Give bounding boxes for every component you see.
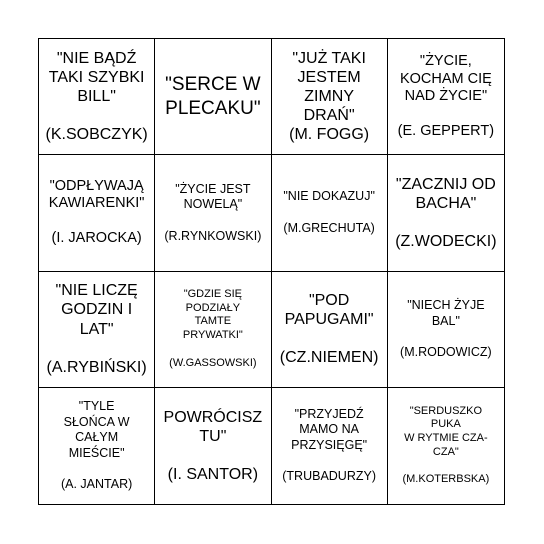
cell-text: "ŻYCIE, KOCHAM CIĘ NAD ŻYCIE" (E. GEPPERT) — [397, 53, 495, 139]
bingo-cell-13[interactable] — [39, 388, 155, 504]
cell-text: POWRÓCISZ TU" (I. SANTOR) — [163, 408, 263, 484]
bingo-cell-2[interactable] — [155, 39, 271, 155]
bingo-cell-1[interactable] — [39, 39, 155, 155]
bingo-cell-5[interactable] — [39, 155, 155, 271]
cell-text: "SERDUSZKO PUKA W RYTMIE CZA- CZA" (M.KOTERBSKA) — [402, 404, 490, 486]
bingo-cell-7[interactable] — [272, 155, 388, 271]
bingo-cell-10[interactable] — [155, 272, 271, 388]
bingo-cell-4[interactable] — [388, 39, 504, 155]
bingo-cell-9[interactable] — [39, 272, 155, 388]
cell-text: "NIE DOKAZUJ" (M.GRECHUTA) — [283, 189, 375, 235]
bingo-cell-8[interactable] — [388, 155, 504, 271]
cell-text: "ŻYCIE JEST NOWELĄ" (R.RYNKOWSKI) — [164, 181, 262, 243]
bingo-cell-16[interactable] — [388, 388, 504, 504]
bingo-cell-12[interactable] — [388, 272, 504, 388]
bingo-cell-14[interactable] — [155, 388, 271, 504]
cell-text: "SERCE W PLECAKU" — [165, 73, 261, 119]
cell-text: "NIE BĄDŹ TAKI SZYBKI BILL" (K.SOBCZYK) — [45, 49, 148, 144]
bingo-cell-6[interactable] — [155, 155, 271, 271]
bingo-board — [38, 38, 505, 505]
cell-text: "TYLE SŁOŃCA W CAŁYM MIEŚCIE" (A. JANTAR) — [60, 399, 133, 492]
cell-text: "NIECH ŻYJE BAL" (M.RODOWICZ) — [400, 297, 492, 359]
cell-text: "PRZYJEDŹ MAMO NA PRZYSIĘGĘ" (TRUBADURZY) — [282, 406, 376, 484]
cell-text: "NIE LICZĘ GODZIN I LAT" (A.RYBIŃSKI) — [46, 282, 147, 376]
bingo-cell-3[interactable] — [272, 39, 388, 155]
cell-text: "ZACZNIJ OD BACHA" (Z.WODECKI) — [395, 175, 497, 251]
bingo-cell-15[interactable] — [272, 388, 388, 504]
cell-text: "JUŻ TAKI JESTEM ZIMNY DRAŃ" (M. FOGG) — [289, 49, 370, 144]
cell-text: "POD PAPUGAMI" (CZ.NIEMEN) — [279, 291, 379, 367]
cell-text: "ODPŁYWAJĄ KAWIARENKI" (I. JAROCKA) — [48, 178, 145, 247]
cell-text: "GDZIE SIĘ PODZIAŁY TAMTE PRYWATKI" (W.GASSOWSKI) — [169, 287, 257, 369]
bingo-cell-11[interactable] — [272, 272, 388, 388]
